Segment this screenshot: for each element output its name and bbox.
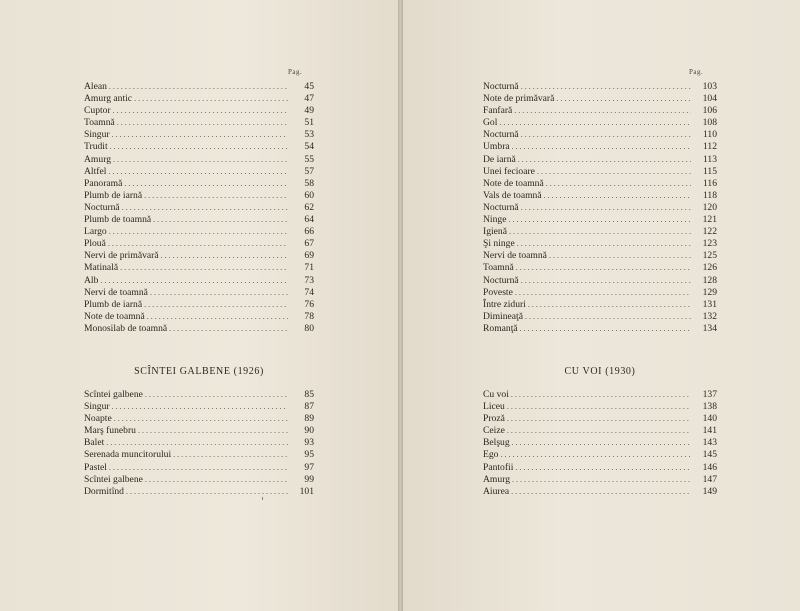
toc-entry-title: Dormitînd xyxy=(84,485,124,497)
leader-dots xyxy=(515,462,691,474)
leader-dots xyxy=(144,299,288,311)
toc-entry-title: Plumb de toamnă xyxy=(84,214,152,226)
toc-entry-page: 134 xyxy=(702,322,717,334)
toc-entry xyxy=(483,401,717,413)
toc-entry xyxy=(84,250,314,262)
toc-entry-title: Singur xyxy=(84,401,110,413)
toc-entry xyxy=(483,275,717,287)
toc-entry-page: 71 xyxy=(304,262,314,274)
toc-entry-page: 131 xyxy=(702,298,717,310)
toc-entry-page: 137 xyxy=(702,389,717,400)
toc-entry-page: 51 xyxy=(304,117,314,129)
toc-entry xyxy=(84,166,314,178)
toc-entry-page: 58 xyxy=(304,177,314,189)
toc-entry-page: 47 xyxy=(304,93,314,105)
toc-entry xyxy=(483,129,717,141)
toc-entry-title: Trudit xyxy=(84,141,108,153)
leader-dots xyxy=(150,287,288,299)
toc-entry-title: Între ziduri xyxy=(483,298,526,310)
leader-dots xyxy=(549,250,691,262)
toc-entry-page: 146 xyxy=(702,461,717,473)
toc-entry xyxy=(84,287,314,299)
toc-entry-page: 110 xyxy=(702,129,717,141)
toc-entry-page: 97 xyxy=(304,461,314,473)
toc-entry xyxy=(84,311,314,323)
leader-dots xyxy=(145,474,288,486)
toc-entry-title: Umbra xyxy=(483,141,510,153)
toc-entry-page: 141 xyxy=(702,425,717,437)
toc-entry xyxy=(84,437,314,449)
toc-entry-title: Fanfară xyxy=(483,105,513,117)
leader-dots xyxy=(514,105,691,117)
toc-entry xyxy=(483,154,717,166)
toc-entry-title: Pastel xyxy=(84,461,107,473)
leader-dots xyxy=(113,154,288,166)
leader-dots xyxy=(517,238,691,250)
toc-entry-title: De iarnă xyxy=(483,153,516,165)
leader-dots xyxy=(122,202,288,214)
toc-entry xyxy=(483,178,717,190)
toc-entry xyxy=(84,449,314,461)
toc-entry-page: 93 xyxy=(304,437,314,449)
leader-dots xyxy=(556,93,691,105)
leader-dots xyxy=(120,262,288,274)
toc-entry-page: 57 xyxy=(304,165,314,177)
leader-dots xyxy=(147,311,288,323)
toc-entry xyxy=(84,462,314,474)
toc-entry-title: Aiurea xyxy=(483,485,510,497)
leader-dots xyxy=(144,190,288,202)
leader-dots xyxy=(537,166,691,178)
leader-dots xyxy=(511,389,691,401)
toc-entry xyxy=(84,154,314,166)
toc-entry-page: 69 xyxy=(304,250,314,262)
toc-entry xyxy=(84,299,314,311)
toc-entry-title: Scîntei galbene xyxy=(84,473,143,485)
leader-dots xyxy=(511,486,691,498)
leader-dots xyxy=(512,474,691,486)
toc-entry-title: Liceu xyxy=(483,401,505,413)
toc-entry xyxy=(84,190,314,202)
leader-dots xyxy=(109,462,288,474)
toc-entry-title: Singur xyxy=(84,129,110,141)
toc-list xyxy=(84,389,314,498)
toc-entry xyxy=(84,413,314,425)
toc-entry xyxy=(483,214,717,226)
toc-entry-title: Toamnă xyxy=(84,117,115,129)
leader-dots xyxy=(521,275,691,287)
leader-dots xyxy=(106,437,288,449)
leader-dots xyxy=(138,425,288,437)
toc-entry-page: 125 xyxy=(702,250,717,262)
toc-entry-title: Note de toamnă xyxy=(84,310,145,322)
toc-entry xyxy=(84,93,314,105)
leader-dots xyxy=(173,449,288,461)
toc-entry-title: Nocturnă xyxy=(483,274,519,286)
toc-entry-title: Noapte xyxy=(84,413,112,425)
toc-entry-page: 145 xyxy=(702,449,717,461)
leader-dots xyxy=(521,81,691,93)
leader-dots xyxy=(113,105,288,117)
toc-entry xyxy=(483,226,717,238)
section-title: SCÎNTEI GALBENE (1926) xyxy=(134,366,264,377)
toc-entry xyxy=(84,178,314,190)
toc-entry xyxy=(84,238,314,250)
toc-entry xyxy=(84,275,314,287)
toc-entry xyxy=(84,401,314,413)
toc-entry-title: Toamnă xyxy=(483,262,514,274)
leader-dots xyxy=(515,287,691,299)
leader-dots xyxy=(126,486,288,498)
toc-entry-page: 74 xyxy=(304,286,314,298)
toc-entry-title: Amurg xyxy=(84,153,112,165)
leader-dots xyxy=(528,299,691,311)
toc-entry xyxy=(483,486,717,498)
toc-entry xyxy=(84,117,314,129)
leader-dots xyxy=(134,93,288,105)
leader-dots xyxy=(512,437,691,449)
toc-entry xyxy=(84,226,314,238)
toc-entry-page: 89 xyxy=(304,413,314,425)
toc-entry xyxy=(483,262,717,274)
toc-entry-page: 73 xyxy=(304,274,314,286)
toc-entry-page: 138 xyxy=(702,401,717,413)
toc-entry xyxy=(483,311,717,323)
leader-dots xyxy=(169,323,288,335)
leader-dots xyxy=(525,311,691,323)
toc-entry-title: Nervi de primăvară xyxy=(84,250,159,262)
toc-entry-title: Nocturnă xyxy=(483,81,519,92)
toc-entry-title: Nervi de toamnă xyxy=(84,286,148,298)
toc-entry xyxy=(483,81,717,93)
toc-entry-title: Unei fecioare xyxy=(483,165,535,177)
toc-entry-page: 53 xyxy=(304,129,314,141)
toc-entry xyxy=(84,474,314,486)
toc-entry-title: Belşug xyxy=(483,437,510,449)
toc-entry-title: Altfel xyxy=(84,165,107,177)
leader-dots xyxy=(518,154,691,166)
toc-list xyxy=(84,81,314,335)
toc-entry-page: 60 xyxy=(304,189,314,201)
leader-dots xyxy=(512,141,691,153)
toc-entry xyxy=(483,389,717,401)
toc-entry xyxy=(483,117,717,129)
toc-entry-title: Poveste xyxy=(483,286,513,298)
toc-entry-title: Plouă xyxy=(84,238,106,250)
toc-entry xyxy=(483,437,717,449)
toc-entry-title: Gol xyxy=(483,117,498,129)
toc-entry-page: 67 xyxy=(304,238,314,250)
toc-entry-title: Monosilab de toamnă xyxy=(84,322,168,334)
toc-entry-page: 99 xyxy=(304,473,314,485)
toc-entry-page: 123 xyxy=(702,238,717,250)
leader-dots xyxy=(109,226,288,238)
toc-entry-page: 55 xyxy=(304,153,314,165)
leader-dots xyxy=(507,401,691,413)
toc-entry-page: 116 xyxy=(702,177,717,189)
toc-entry-page: 112 xyxy=(702,141,717,153)
toc-entry-title: Amurg antic xyxy=(84,93,133,105)
toc-entry-title: Proză xyxy=(483,413,505,425)
toc-entry-title: Alb xyxy=(84,274,99,286)
toc-entry-title: Scîntei galbene xyxy=(84,389,143,400)
toc-entry xyxy=(483,105,717,117)
leader-dots xyxy=(110,141,288,153)
leader-dots xyxy=(145,389,288,401)
toc-entry-title: Vals de toamnă xyxy=(483,189,542,201)
leader-dots xyxy=(520,323,691,335)
toc-entry xyxy=(483,93,717,105)
toc-entry-page: 115 xyxy=(702,165,717,177)
section-title: CU VOI (1930) xyxy=(564,366,636,377)
toc-entry-title: Balet xyxy=(84,437,105,449)
leader-dots xyxy=(507,413,691,425)
leader-dots xyxy=(508,214,691,226)
toc-entry-page: 101 xyxy=(299,485,314,497)
leader-dots xyxy=(509,226,691,238)
toc-entry-title: Romanţă xyxy=(483,322,518,334)
toc-entry-page: 66 xyxy=(304,226,314,238)
toc-entry-page: 132 xyxy=(702,310,717,322)
toc-entry-page: 128 xyxy=(702,274,717,286)
leader-dots xyxy=(109,81,288,93)
toc-entry-page: 45 xyxy=(304,81,314,92)
toc-entry-page: 90 xyxy=(304,425,314,437)
toc-entry-title: Largo xyxy=(84,226,107,238)
leader-dots xyxy=(108,166,288,178)
toc-entry-page: 113 xyxy=(702,153,717,165)
toc-entry-page: 76 xyxy=(304,298,314,310)
toc-entry-title: Nervi de toamnă xyxy=(483,250,547,262)
leader-dots xyxy=(124,178,288,190)
toc-entry xyxy=(483,323,717,335)
toc-entry xyxy=(483,141,717,153)
toc-entry-page: 121 xyxy=(702,214,717,226)
toc-entry-title: Şi ninge xyxy=(483,238,515,250)
toc-entry-title: Amurg xyxy=(483,473,511,485)
toc-entry xyxy=(84,262,314,274)
pag-label: Pag. xyxy=(689,68,704,76)
paper-speck xyxy=(262,497,263,500)
leader-dots xyxy=(100,275,288,287)
toc-entry-page: 129 xyxy=(702,286,717,298)
leader-dots xyxy=(516,262,691,274)
toc-entry xyxy=(483,425,717,437)
toc-entry-page: 140 xyxy=(702,413,717,425)
leader-dots xyxy=(500,449,691,461)
leader-dots xyxy=(544,190,691,202)
toc-entry-page: 147 xyxy=(702,473,717,485)
toc-entry-page: 62 xyxy=(304,201,314,213)
toc-entry-page: 64 xyxy=(304,214,314,226)
toc-entry-title: Plumb de iarnă xyxy=(84,298,143,310)
toc-entry xyxy=(84,81,314,93)
leader-dots xyxy=(112,401,288,413)
toc-entry-page: 85 xyxy=(304,389,314,400)
toc-entry xyxy=(84,425,314,437)
toc-entry xyxy=(84,141,314,153)
toc-entry-page: 143 xyxy=(702,437,717,449)
leader-dots xyxy=(112,129,288,141)
pag-label: Pag. xyxy=(288,68,303,76)
left-page xyxy=(0,0,398,611)
toc-entry-title: Serenada muncitorului xyxy=(84,449,172,461)
toc-entry xyxy=(483,287,717,299)
toc-entry-page: 120 xyxy=(702,201,717,213)
toc-entry-page: 54 xyxy=(304,141,314,153)
toc-entry xyxy=(483,413,717,425)
toc-entry-page: 80 xyxy=(304,322,314,334)
toc-entry-title: Panoramă xyxy=(84,177,123,189)
toc-entry xyxy=(84,129,314,141)
leader-dots xyxy=(546,178,691,190)
toc-entry xyxy=(483,238,717,250)
toc-entry-title: Dimineaţă xyxy=(483,310,523,322)
toc-entry-title: Note de toamnă xyxy=(483,177,544,189)
toc-entry xyxy=(483,166,717,178)
toc-entry-page: 78 xyxy=(304,310,314,322)
toc-list xyxy=(483,389,717,498)
toc-entry xyxy=(84,323,314,335)
toc-entry xyxy=(483,449,717,461)
toc-entry xyxy=(483,299,717,311)
toc-entry-title: Igienă xyxy=(483,226,507,238)
leader-dots xyxy=(153,214,288,226)
toc-entry-title: Pantofii xyxy=(483,461,514,473)
leader-dots xyxy=(117,117,288,129)
toc-entry-page: 118 xyxy=(702,189,717,201)
toc-list xyxy=(483,81,717,335)
toc-entry-title: Ceize xyxy=(483,425,505,437)
toc-entry xyxy=(483,474,717,486)
leader-dots xyxy=(521,202,691,214)
leader-dots xyxy=(499,117,691,129)
toc-entry xyxy=(84,486,314,498)
toc-entry-page: 87 xyxy=(304,401,314,413)
toc-entry-title: Cu voi xyxy=(483,389,509,400)
toc-entry xyxy=(84,389,314,401)
leader-dots xyxy=(114,413,288,425)
toc-entry-title: Nocturnă xyxy=(483,201,519,213)
leader-dots xyxy=(161,250,288,262)
toc-entry xyxy=(483,190,717,202)
leader-dots xyxy=(108,238,288,250)
toc-entry-title: Nocturnă xyxy=(483,129,519,141)
toc-entry-page: 108 xyxy=(702,117,717,129)
toc-entry-page: 122 xyxy=(702,226,717,238)
toc-entry-page: 95 xyxy=(304,449,314,461)
toc-entry xyxy=(84,105,314,117)
toc-entry xyxy=(483,462,717,474)
toc-entry-page: 103 xyxy=(702,81,717,92)
toc-entry-title: Matinală xyxy=(84,262,119,274)
toc-entry-page: 49 xyxy=(304,105,314,117)
toc-entry-title: Ninge xyxy=(483,214,507,226)
toc-entry xyxy=(84,214,314,226)
toc-entry-page: 106 xyxy=(702,105,717,117)
toc-entry-title: Nocturnă xyxy=(84,201,120,213)
leader-dots xyxy=(521,129,691,141)
toc-entry xyxy=(483,202,717,214)
toc-entry-title: Cuptor xyxy=(84,105,111,117)
toc-entry-title: Marş funebru xyxy=(84,425,136,437)
toc-entry xyxy=(483,250,717,262)
toc-entry-page: 149 xyxy=(702,485,717,497)
toc-entry-title: Ego xyxy=(483,449,499,461)
toc-entry-title: Alean xyxy=(84,81,107,92)
toc-entry-page: 104 xyxy=(702,93,717,105)
toc-entry-title: Note de primăvară xyxy=(483,93,555,105)
toc-entry xyxy=(84,202,314,214)
toc-entry-page: 126 xyxy=(702,262,717,274)
leader-dots xyxy=(507,425,691,437)
right-page xyxy=(403,0,800,611)
toc-entry-title: Plumb de iarnă xyxy=(84,189,143,201)
